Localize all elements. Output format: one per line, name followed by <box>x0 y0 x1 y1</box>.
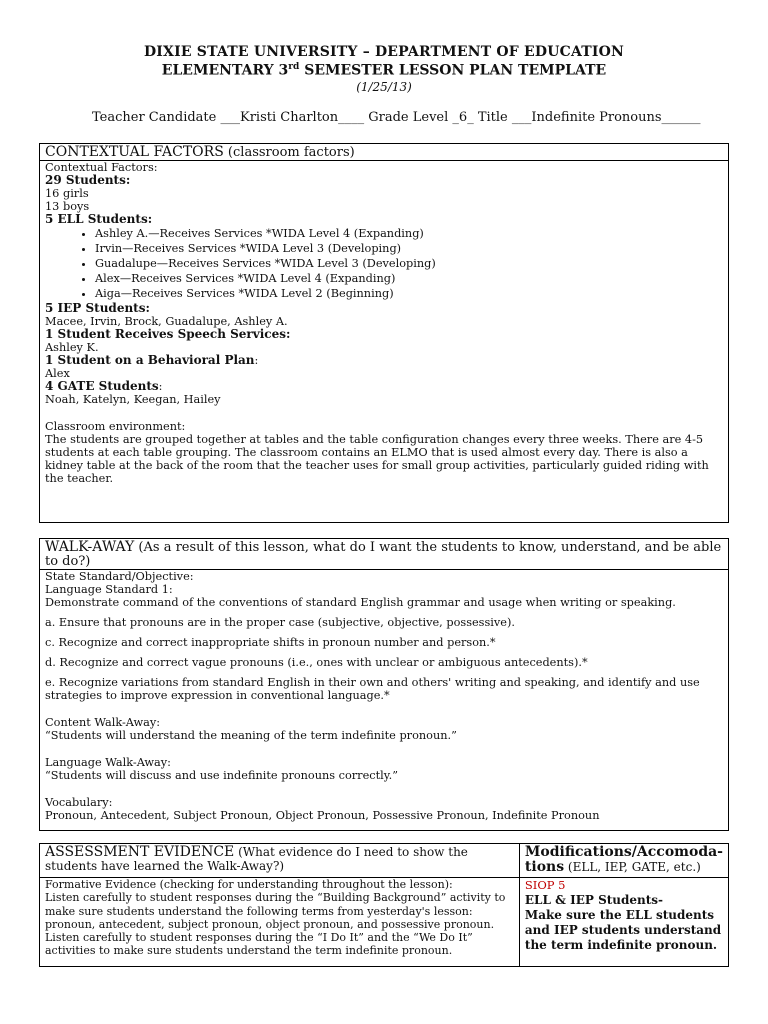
iep-students-label: 5 IEP Students: <box>45 301 150 315</box>
list-item: • Guadalupe—Receives Services *WIDA Level 3 (Developing) <box>95 257 723 271</box>
students-count: 29 Students: <box>45 173 131 187</box>
siop-label: SIOP 5 <box>524 878 566 892</box>
language-walk-away-text: “Students will discuss and use indefinite pronouns correctly.” <box>45 769 398 782</box>
standard-d: d. Recognize and correct vague pronouns (i.e., ones with unclear or ambiguous antecedents).* <box>45 656 588 669</box>
standard-a: a. Ensure that pronouns are in the proper case (subjective, objective, possessive). <box>45 616 515 629</box>
ell-iep-text: Make sure the ELL students and IEP students understand the term indefinite pronoun. <box>524 908 722 952</box>
list-item: • Alex—Receives Services *WIDA Level 4 (Expanding) <box>95 272 723 286</box>
classroom-environment-text: The students are grouped together at tables and the table configuration changes every three weeks. There are 4-5 students at each table grouping. The classroom contains an ELMO that is used almost every day. There is also a kidney table at the back of the room that the teacher uses for small group activities, particularly guided riding with the teacher. <box>45 433 709 485</box>
lesson-title: ___Indefinite Pronouns______ <box>511 110 701 125</box>
vocabulary-text: Pronoun, Antecedent, Subject Pronoun, Object Pronoun, Possessive Pronoun, Indefinite Pronoun <box>45 809 600 822</box>
gate-students-names: Noah, Katelyn, Keegan, Hailey <box>45 393 221 406</box>
gate-students-label: 4 GATE Students: <box>45 379 163 393</box>
university-heading: DIXIE STATE UNIVERSITY – DEPARTMENT OF EDUCATION <box>143 44 625 60</box>
list-item: • Ashley A.—Receives Services *WIDA Level 4 (Expanding) <box>95 227 723 241</box>
template-heading: ELEMENTARY 3rd SEMESTER LESSON PLAN TEMPLATE <box>161 62 607 79</box>
classroom-environment-label: Classroom environment: <box>45 420 186 433</box>
boys-count: 13 boys <box>45 200 90 213</box>
ell-students-label: 5 ELL Students: <box>45 212 153 226</box>
standard-c: c. Recognize and correct inappropriate shifts in pronoun number and person.* <box>45 636 496 649</box>
vocabulary-label: Vocabulary: <box>45 796 113 809</box>
assessment-evidence-column <box>40 844 520 966</box>
language-walk-away-label: Language Walk-Away: <box>45 756 171 769</box>
assessment-evidence-heading: ASSESSMENT EVIDENCE (What evidence do I need to show the students have learned the Walk-Away?) <box>40 844 519 878</box>
speech-services-label: 1 Student Receives Speech Services: <box>45 327 291 341</box>
teacher-candidate-name: ___Kristi Charlton____ <box>220 110 365 125</box>
content-walk-away-text: “Students will understand the meaning of the term indefinite pronoun.” <box>45 729 457 742</box>
formative-evidence-text-1: Listen carefully to student responses during the “Building Background” activity to make sure students understand the following terms from yesterday's lesson: pronoun, antecedent, subject pronoun, object pronoun, and possessive pronoun. <box>45 891 506 931</box>
iep-students-names: Macee, Irvin, Brock, Guadalupe, Ashley A. <box>45 315 288 328</box>
girls-count: 16 girls <box>45 187 89 200</box>
formative-evidence-label: Formative Evidence (checking for understanding throughout the lesson): <box>45 878 453 891</box>
behavioral-plan-name: Alex <box>45 367 70 380</box>
content-walk-away-label: Content Walk-Away: <box>45 716 161 729</box>
walk-away-heading: WALK-AWAY (As a result of this lesson, what do I want the students to know, understand, and be able to do?) <box>40 539 728 570</box>
template-date: (1/25/13) <box>356 80 412 94</box>
modifications-column <box>520 844 728 966</box>
contextual-factors-heading: CONTEXTUAL FACTORS (classroom factors) <box>40 144 728 161</box>
behavioral-plan-label: 1 Student on a Behavioral Plan: <box>45 353 259 367</box>
list-item: • Irvin—Receives Services *WIDA Level 3 (Developing) <box>95 242 723 256</box>
ell-iep-label: ELL & IEP Students- <box>524 893 664 907</box>
state-standard-label: State Standard/Objective: <box>45 570 194 583</box>
teacher-info-line: Teacher Candidate ___Kristi Charlton____ Grade Level _6_ Title ___Indefinite Pronouns______ <box>92 110 701 125</box>
formative-evidence-text-2: Listen carefully to student responses during the “I Do It” and the “We Do It” activities to make sure students understand the term indefinite pronoun. <box>45 931 473 958</box>
language-standard-text: Demonstrate command of the conventions of standard English grammar and usage when writing or speaking. <box>45 596 676 609</box>
language-standard-label: Language Standard 1: <box>45 583 173 596</box>
list-item: • Aiga—Receives Services *WIDA Level 2 (Beginning) <box>95 287 723 301</box>
modifications-heading: Modifications/Accomoda-tions (ELL, IEP, GATE, etc.) <box>520 844 728 878</box>
walk-away-section <box>39 538 729 831</box>
contextual-factors-section <box>39 143 729 523</box>
speech-services-name: Ashley K. <box>45 341 99 354</box>
contextual-intro: Contextual Factors: <box>45 161 158 174</box>
ell-students-list <box>45 227 723 301</box>
assessment-evidence-section <box>39 843 729 967</box>
standard-e: e. Recognize variations from standard English in their own and others' writing and speaking, and identify and use strategies to improve expression in conventional language.* <box>45 676 700 702</box>
grade-level: _6_ <box>452 110 474 125</box>
